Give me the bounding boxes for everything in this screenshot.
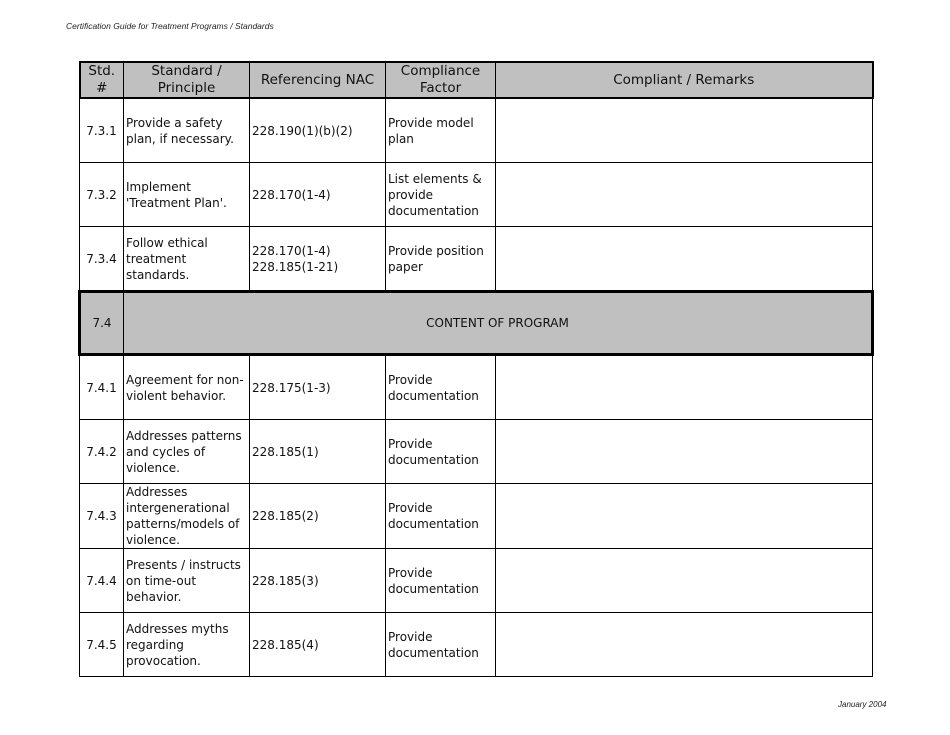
nac-reference: 228.185(4) bbox=[250, 613, 386, 677]
table-row bbox=[80, 98, 873, 163]
nac-reference: 228.175(1-3) bbox=[250, 355, 386, 420]
col-header-std-num: Std. # bbox=[80, 62, 124, 98]
nac-reference: 228.190(1)(b)(2) bbox=[250, 98, 386, 163]
section-title: CONTENT OF PROGRAM bbox=[124, 292, 873, 355]
standard-text: Presents / instructs on time-out behavior. bbox=[124, 549, 250, 613]
compliance-factor: List elements & provide documentation bbox=[386, 163, 496, 227]
nac-reference: 228.185(1) bbox=[250, 420, 386, 484]
compliance-factor: Provide documentation bbox=[386, 420, 496, 484]
nac-reference: 228.170(1-4) 228.185(1-21) bbox=[250, 227, 386, 292]
remarks-cell[interactable] bbox=[496, 163, 873, 227]
nac-reference: 228.185(3) bbox=[250, 549, 386, 613]
col-header-standard: Standard / Principle bbox=[124, 62, 250, 98]
compliance-factor: Provide documentation bbox=[386, 613, 496, 677]
standard-text: Addresses myths regarding provocation. bbox=[124, 613, 250, 677]
compliance-factor: Provide documentation bbox=[386, 484, 496, 549]
standard-text: Agreement for non-violent behavior. bbox=[124, 355, 250, 420]
document-header: Certification Guide for Treatment Programs / Standards bbox=[66, 21, 274, 31]
col-header-factor: Compliance Factor bbox=[386, 62, 496, 98]
std-number: 7.3.4 bbox=[80, 227, 124, 292]
std-number: 7.4.5 bbox=[80, 613, 124, 677]
standard-text: Implement 'Treatment Plan'. bbox=[124, 163, 250, 227]
table-row bbox=[80, 484, 873, 549]
col-header-nac: Referencing NAC bbox=[250, 62, 386, 98]
standard-text: Provide a safety plan, if necessary. bbox=[124, 98, 250, 163]
std-number: 7.4.1 bbox=[80, 355, 124, 420]
compliance-factor: Provide position paper bbox=[386, 227, 496, 292]
standard-text: Addresses patterns and cycles of violence. bbox=[124, 420, 250, 484]
section-row bbox=[80, 292, 873, 355]
std-number: 7.4.3 bbox=[80, 484, 124, 549]
compliance-factor: Provide model plan bbox=[386, 98, 496, 163]
section-number: 7.4 bbox=[80, 292, 124, 355]
col-header-remarks: Compliant / Remarks bbox=[496, 62, 873, 98]
remarks-cell[interactable] bbox=[496, 227, 873, 292]
remarks-cell[interactable] bbox=[496, 98, 873, 163]
nac-reference: 228.185(2) bbox=[250, 484, 386, 549]
table-row bbox=[80, 227, 873, 292]
remarks-cell[interactable] bbox=[496, 484, 873, 549]
std-number: 7.3.1 bbox=[80, 98, 124, 163]
remarks-cell[interactable] bbox=[496, 355, 873, 420]
remarks-cell[interactable] bbox=[496, 420, 873, 484]
remarks-cell[interactable] bbox=[496, 613, 873, 677]
table-row bbox=[80, 549, 873, 613]
remarks-cell[interactable] bbox=[496, 549, 873, 613]
standard-text: Follow ethical treatment standards. bbox=[124, 227, 250, 292]
standards-table bbox=[78, 61, 874, 677]
std-number: 7.3.2 bbox=[80, 163, 124, 227]
std-number: 7.4.4 bbox=[80, 549, 124, 613]
compliance-factor: Provide documentation bbox=[386, 549, 496, 613]
standard-text: Addresses intergenerational patterns/models of violence. bbox=[124, 484, 250, 549]
table-row bbox=[80, 163, 873, 227]
nac-reference: 228.170(1-4) bbox=[250, 163, 386, 227]
std-number: 7.4.2 bbox=[80, 420, 124, 484]
table-header-row bbox=[80, 62, 873, 98]
table-row bbox=[80, 355, 873, 420]
table-row bbox=[80, 420, 873, 484]
document-footer-date: January 2004 bbox=[838, 700, 887, 709]
compliance-factor: Provide documentation bbox=[386, 355, 496, 420]
table-row bbox=[80, 613, 873, 677]
